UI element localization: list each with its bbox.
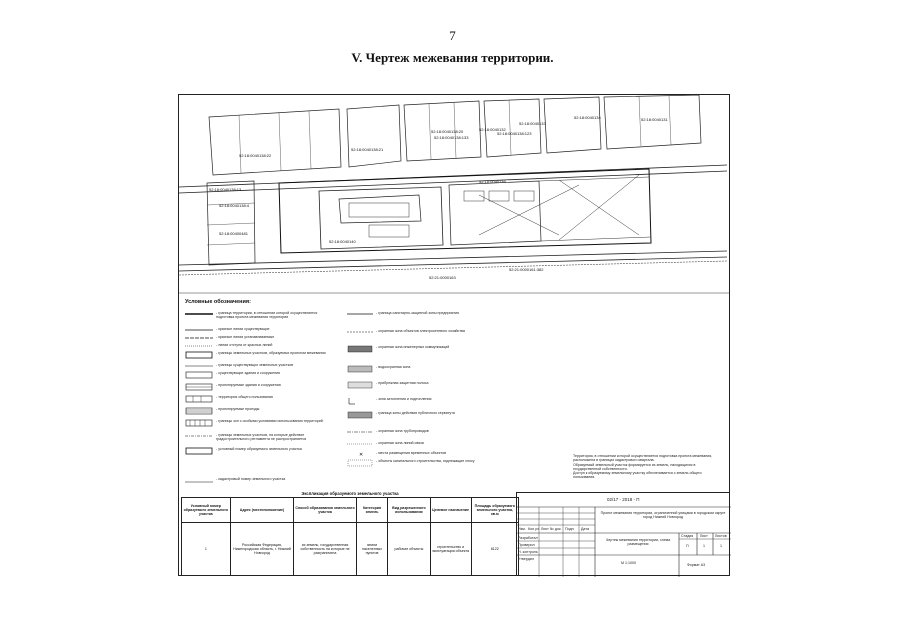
stamp-role: Разработал (518, 536, 538, 540)
legend-text: - границы земельных участков, на которые действие градостроительного регламента не распространяется (216, 433, 307, 442)
stamp-col-6: Дата (581, 527, 589, 531)
legend-text: - граница санитарно-защитной зоны предприятия (376, 311, 459, 315)
parcel-label: 52:18:0040139 (479, 179, 506, 184)
legend-text: - граница территории, в отношении которой осуществляется подготовка проекта межевания территории (216, 311, 318, 320)
legend-text: - охранная зона инженерных коммуникаций (376, 345, 450, 349)
project-description: Проект межевания территории, ограниченной улицами в городском округе город Нижний Новгород (600, 511, 726, 519)
sheet-header: Лист (700, 534, 708, 538)
legend-text: - линии отступа от красных линий (216, 343, 273, 347)
legend-header: Условные обозначения: (185, 299, 251, 305)
drawing-sheet (178, 94, 730, 576)
parcel-label: 52:18:0040138:22 (239, 153, 272, 158)
table-header-row (182, 498, 519, 523)
drawing-code: 02/17 - 2018 - П (607, 497, 640, 502)
stamp-col-1: Изм. (518, 527, 526, 531)
parcel-label: 52:18:0040138:20 (431, 129, 464, 134)
sheet-value: 1 (703, 544, 705, 548)
legend-item (185, 477, 328, 483)
legend-text: - границы зон с особыми условиями использования территорий (216, 419, 323, 423)
table-cell: 1 (182, 523, 231, 576)
stamp-col-3: Лист (541, 527, 549, 531)
parcel-label: 52:18:0040133 (519, 121, 546, 126)
legend-item (347, 311, 488, 317)
legend-text: - места размещения временных объектов (376, 451, 447, 455)
table-cell: 6122 (471, 523, 518, 576)
column-header: Адрес (местоположение) (230, 498, 294, 523)
note-line: Доступ к образуемому земельному участку обеспечивается с земель общего пользования. (573, 471, 702, 480)
legend-item (347, 329, 488, 335)
legend-text: - охранная зона объектов электросетевого хозяйства (376, 329, 465, 333)
parcel-label: 52:18:0040132 (479, 127, 506, 132)
parcel-label: 52:18:0040138:21 (351, 147, 384, 152)
legend-item (347, 411, 488, 419)
parcel-label: 52:18:0040140 (329, 239, 356, 244)
stamp-role: Утвердил (518, 557, 534, 561)
legend-item (185, 419, 328, 427)
note-line: Образуемый земельный участок формируется из земель, находящихся в государственной собственности. (573, 462, 696, 471)
table-cell: земли населенных пунктов (356, 523, 388, 576)
page-number: 7 (449, 28, 456, 43)
stamp-col-2: Кол.уч (528, 527, 539, 531)
stage-value: П (686, 544, 689, 548)
legend-item (347, 459, 488, 467)
stamp-col-4: № док. (550, 527, 562, 531)
column-header: Условный номер образуемого земельного участка (182, 498, 231, 523)
legend-item (185, 395, 328, 403)
legend-text: - красные линии устанавливаемые (216, 335, 275, 339)
parcel-label: 52:18:00400481 (219, 231, 248, 236)
legend-text: - охранная зона трубопроводов (376, 429, 429, 433)
legend-item (185, 447, 328, 455)
legend-item (185, 311, 328, 319)
legend-text: - объекты капитального строительства, подлежащие сносу (376, 459, 475, 463)
legend-item (347, 451, 488, 457)
legend-item (347, 365, 488, 373)
table-row (182, 523, 519, 576)
table-cell: из земель, государственная собственность на которые не разграничена (294, 523, 356, 576)
legend-text: - красные линии существующие (216, 327, 270, 331)
parcel-label: 52:21:0000163 (429, 275, 456, 280)
sheets-header: Листов (715, 534, 727, 538)
legend-item (185, 343, 328, 349)
page-title: V. Чертеж межевания территории. (351, 50, 554, 65)
column-header: Способ образования земельного участка (294, 498, 356, 523)
table-cell: Российская Федерация, Нижегородская область, г. Нижний Новгород (230, 523, 294, 576)
legend-item (185, 327, 328, 333)
sheets-value: 1 (720, 544, 722, 548)
svg-text:✕: ✕ (359, 452, 364, 457)
parcel-label: 52:18:0040138:4 (219, 203, 250, 208)
legend-text: - условный номер образуемого земельного участка (216, 447, 302, 451)
explication-title: Экспликация образуемого земельного участка (301, 491, 399, 496)
title-block (516, 492, 730, 576)
legend-item (185, 383, 328, 391)
legend-text: - водоохранная зона (376, 365, 411, 369)
legend-item (185, 407, 328, 415)
legend-item (347, 397, 488, 405)
table-cell: строительство и эксплуатация объекта (430, 523, 471, 576)
stage-header: Стадия (681, 534, 694, 538)
legend-item (185, 351, 328, 359)
stamp-col-5: Подп. (565, 527, 575, 531)
parcel-label: 52:18:0040138:13 (209, 187, 242, 192)
legend-text: - проектируемые проезды (216, 407, 260, 411)
legend-item (347, 381, 488, 389)
stamp-role: Проверил (518, 543, 535, 547)
legend-text: - прибрежная защитная полоса (376, 381, 429, 385)
legend-item (347, 429, 488, 435)
notes (573, 454, 723, 480)
legend-text: - границы существующих земельных участков (216, 363, 294, 367)
legend-item (347, 441, 488, 447)
legend-text: - границы земельных участков, образуемых проектом межевания (216, 351, 326, 355)
legend-item (185, 335, 328, 341)
note-line: Территория, в отношении которой осуществляется подготовка проекта межевания, расположена в границах кадастрового квартала. (573, 454, 713, 463)
legend-item (185, 363, 328, 369)
explication-table (181, 491, 519, 576)
legend-text: - кадастровый номер земельного участка (216, 477, 286, 481)
drawing-scale: М 1:1000 (621, 561, 636, 565)
column-header: Вид разрешенного использования (388, 498, 430, 523)
parcel-label: 52:18:0040131 (641, 117, 668, 122)
parcel-label: 52:21:0000161:382 (509, 267, 544, 272)
column-header: Категория земель (356, 498, 388, 523)
legend-item (347, 345, 488, 353)
legend-item (185, 433, 328, 441)
drawing-title: Чертеж межевания территории, схема размещения (605, 538, 671, 546)
column-header: Площадь образуемого земельного участка, кв.м (471, 498, 518, 523)
parcel-label: 52:18:0040134 (574, 115, 601, 120)
parcel-label: 52:18:0040138:123 (497, 131, 532, 136)
legend-text: - зона затопления и подтопления (376, 397, 432, 401)
legend-item (185, 371, 328, 379)
legend-text: - территория общего пользования (216, 395, 273, 399)
stamp-role: Н. контроль (518, 550, 538, 554)
table-cell: рабочие объекты (388, 523, 430, 576)
legend-text: - проектируемые здания и сооружения (216, 383, 281, 387)
parcel-label: 52:18:0040138:133 (434, 135, 469, 140)
legend-text: - охранная зона линий связи (376, 441, 424, 445)
legend-text: - граница зоны действия публичного сервитута (376, 411, 455, 415)
column-header: Целевое назначение (430, 498, 471, 523)
sheet-format: Формат А3 (687, 563, 706, 567)
legend-text: - существующие здания и сооружения (216, 371, 281, 375)
